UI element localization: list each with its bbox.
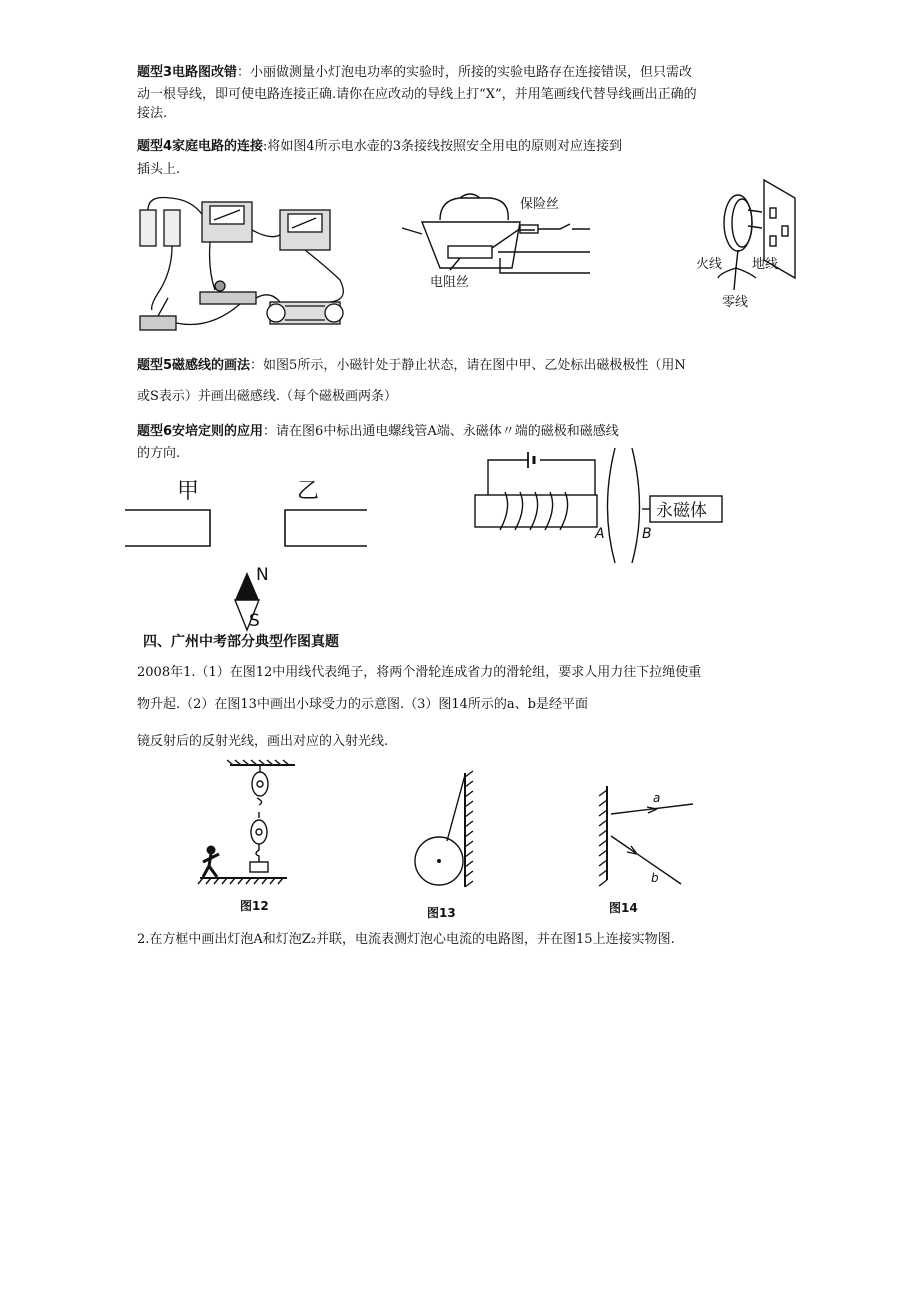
resistor-label: 电阻丝 [430,275,470,290]
live-wire-label: 火线 [696,257,723,272]
fig13-caption: 图13 [427,906,456,920]
mirror-rays-figure [595,780,705,920]
ray-b-label: b [651,871,659,885]
p2008-line-2: 物升起.（2）在图13中画出小球受力的示意图.（3）图14所示的a、b是经平面 [137,697,588,712]
jia-label: 甲 [177,479,200,504]
yi-label: 乙 [297,479,320,504]
solenoid-figure [470,448,730,573]
q6-line-2: 的方向. [137,446,181,461]
q6-line-1: 题型6安培定则的应用：请在图6中标出通电螺线管A端、永磁体〃端的磁极和磁感线 [137,424,619,439]
neutral-wire-label: 零线 [722,295,749,310]
q5-line-2: 或S表示）并画出磁感线.（每个磁极画两条） [137,389,398,404]
ball-wall-figure [405,765,485,925]
p2008-line-3: 镜反射后的反射光线，画出对应的入射光线. [137,734,389,749]
fig12-caption: 图12 [240,899,269,913]
fuse-label: 保险丝 [520,197,560,212]
q3-line-2: 动一根导线，即可使电路连接正确.请你在应改动的导线上打“X”，并用笔画线代替导线画出正确的 [137,87,697,102]
plug-socket-figure [690,178,820,313]
north-label: N [256,565,269,585]
section-title: 四、广州中考部分典型作图真题 [143,634,339,650]
q4-line-1: 题型4家庭电路的连接:将如图4所示电水壶的3条接线按照安全用电的原则对应连接到 [137,139,622,154]
kettle-figure [400,188,590,293]
earth-wire-label: 地线 [752,257,779,272]
q4-line-2: 插头上. [137,162,181,177]
q3-line-1: 题型3电路图改错：小丽做测量小灯泡电功率的实验时，所接的实验电路存在连接错误，但只需改 [137,65,693,80]
q4-heading: 题型4家庭电路的连接 [137,139,264,154]
circuit-figure [130,190,370,340]
q2-text: 2.在方框中画出灯泡A和灯泡Z₂并联，电流表测灯泡心电流的电路图，并在图15上连接实物图. [137,932,675,947]
end-b-label: B [642,526,652,542]
south-label: S [249,611,260,631]
q5-line-1: 题型5磁感线的画法：如图5所示，小磁针处于静止状态，请在图中甲、乙处标出磁极极性（用N [137,358,686,373]
ray-a-label: a [653,791,661,805]
q3-line-3: 接法. [137,106,168,121]
end-a-label: A [595,526,605,542]
q6-heading: 题型6安培定则的应用 [137,424,264,439]
p2008-line-1: 2008年1.（1）在图12中用线代表绳子，将两个滑轮连成省力的滑轮组，要求人用力往下拉绳使重 [137,665,702,680]
q3-heading: 题型3电路图改错 [137,65,238,80]
fig14-caption: 图14 [609,901,638,915]
permanent-magnet-label: 永磁体 [656,501,707,521]
pulley-figure [195,760,295,920]
person-icon [203,846,219,877]
q5-heading: 题型5磁感线的画法 [137,358,251,373]
magnet-pole-figure [125,470,375,640]
